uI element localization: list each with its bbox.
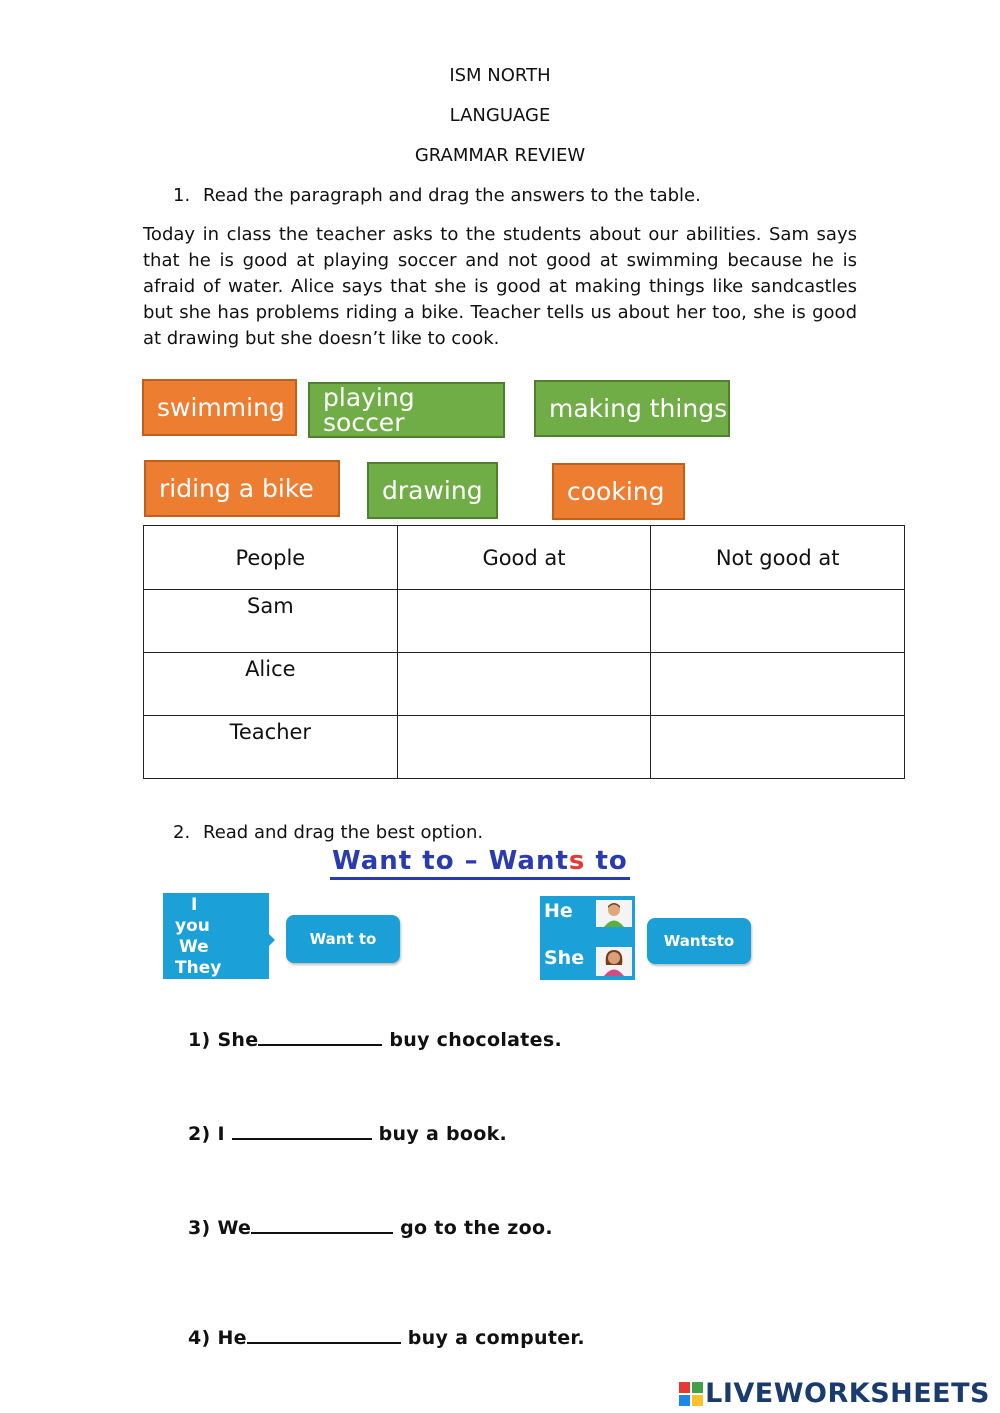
drag-chip-swimming[interactable]: swimming: [142, 379, 297, 436]
pronoun-she: She: [544, 947, 585, 969]
pronoun-we: We: [179, 937, 209, 957]
drop-zone-alice-not-good-at[interactable]: [651, 653, 905, 716]
pronoun-they: They: [175, 958, 222, 978]
drag-chip-cooking[interactable]: cooking: [552, 463, 685, 520]
pronoun-i: I: [191, 895, 198, 915]
table-header-row: [144, 526, 905, 590]
table-row: [144, 590, 905, 653]
drop-zone-alice-good-at[interactable]: [397, 653, 651, 716]
girl-avatar-icon: [596, 947, 632, 976]
person-sam: Sam: [144, 590, 398, 653]
header-not-good-at: Not good at: [651, 526, 905, 590]
drop-zone-sam-not-good-at[interactable]: [651, 590, 905, 653]
boy-avatar-icon: [596, 900, 632, 927]
question-1-instruction: Read the paragraph and drag the answers to the table.: [203, 185, 701, 206]
drag-chip-riding-a-bike[interactable]: riding a bike: [144, 460, 340, 517]
grammar-title-s: s: [568, 846, 586, 876]
sentence-rest: buy chocolates.: [389, 1029, 562, 1051]
sentence-subject: I: [217, 1123, 225, 1145]
subject-name: LANGUAGE: [449, 105, 551, 126]
answer-blank-4[interactable]: [247, 1324, 401, 1344]
wants-to-part-b: to: [716, 932, 735, 950]
liveworksheets-logo: [679, 1378, 990, 1409]
answer-blank-1[interactable]: [258, 1026, 382, 1046]
answer-blank-3[interactable]: [251, 1214, 393, 1234]
logo-grid-icon: [679, 1382, 703, 1406]
logo-text: LIVEWORKSHEETS: [705, 1378, 990, 1409]
grammar-title: [330, 845, 630, 880]
pointer-arrow-icon: [269, 934, 275, 946]
wants-to-part-a: Wants: [663, 932, 717, 950]
table-row: [144, 653, 905, 716]
drop-zone-sam-good-at[interactable]: [397, 590, 651, 653]
question-2-number: 2.: [173, 822, 191, 843]
sentence-rest: go to the zoo.: [400, 1217, 553, 1239]
sentence-rest: buy a book.: [378, 1123, 508, 1145]
table-row: [144, 716, 905, 779]
header-people: People: [144, 526, 398, 590]
drag-chip-making-things[interactable]: making things: [534, 380, 730, 437]
sentence-number: 1): [188, 1029, 211, 1051]
person-alice: Alice: [144, 653, 398, 716]
sentence-subject: He: [217, 1327, 247, 1349]
sentence-number: 3): [188, 1217, 211, 1239]
sentence-2: [188, 1120, 507, 1145]
worksheet-title: GRAMMAR REVIEW: [414, 145, 586, 166]
school-name: ISM NORTH: [449, 65, 551, 86]
pronoun-you: you: [175, 916, 210, 936]
person-teacher: Teacher: [144, 716, 398, 779]
answer-blank-2[interactable]: [232, 1120, 372, 1140]
reading-paragraph: Today in class the teacher asks to the students about our abilities. Sam says that he is good at playing soccer and not good at swimming because he is afraid of water. Alice says that she is good at making things like sandcastles but she has problems riding a bike. Teacher tells us about her too, she is good at drawing but she doesn’t like to cook.: [143, 224, 857, 349]
sentence-subject: We: [217, 1217, 252, 1239]
question-1-number: 1.: [173, 185, 191, 206]
sentence-1: [188, 1026, 562, 1051]
sentence-subject: She: [217, 1029, 259, 1051]
grammar-title-part-b: to: [585, 846, 628, 876]
sentence-number: 4): [188, 1327, 211, 1349]
sentence-number: 2): [188, 1123, 211, 1145]
plural-pronouns-box: [163, 893, 269, 979]
sentence-rest: buy a computer.: [407, 1327, 585, 1349]
singular-pronouns-box: [540, 896, 635, 980]
drag-chip-drawing[interactable]: drawing: [367, 462, 498, 519]
want-to-label: Want to: [286, 915, 400, 963]
pronoun-he: He: [544, 900, 573, 922]
header-good-at: Good at: [397, 526, 651, 590]
wants-to-label: [647, 918, 751, 964]
drop-zone-teacher-good-at[interactable]: [397, 716, 651, 779]
abilities-table: [143, 525, 905, 779]
drop-zone-teacher-not-good-at[interactable]: [651, 716, 905, 779]
sentence-4: [188, 1324, 585, 1349]
question-2-instruction: Read and drag the best option.: [203, 822, 484, 843]
sentence-3: [188, 1214, 553, 1239]
drag-chip-playing-soccer[interactable]: playing soccer: [308, 382, 505, 438]
grammar-title-part-a: Want to – Want: [332, 846, 569, 876]
